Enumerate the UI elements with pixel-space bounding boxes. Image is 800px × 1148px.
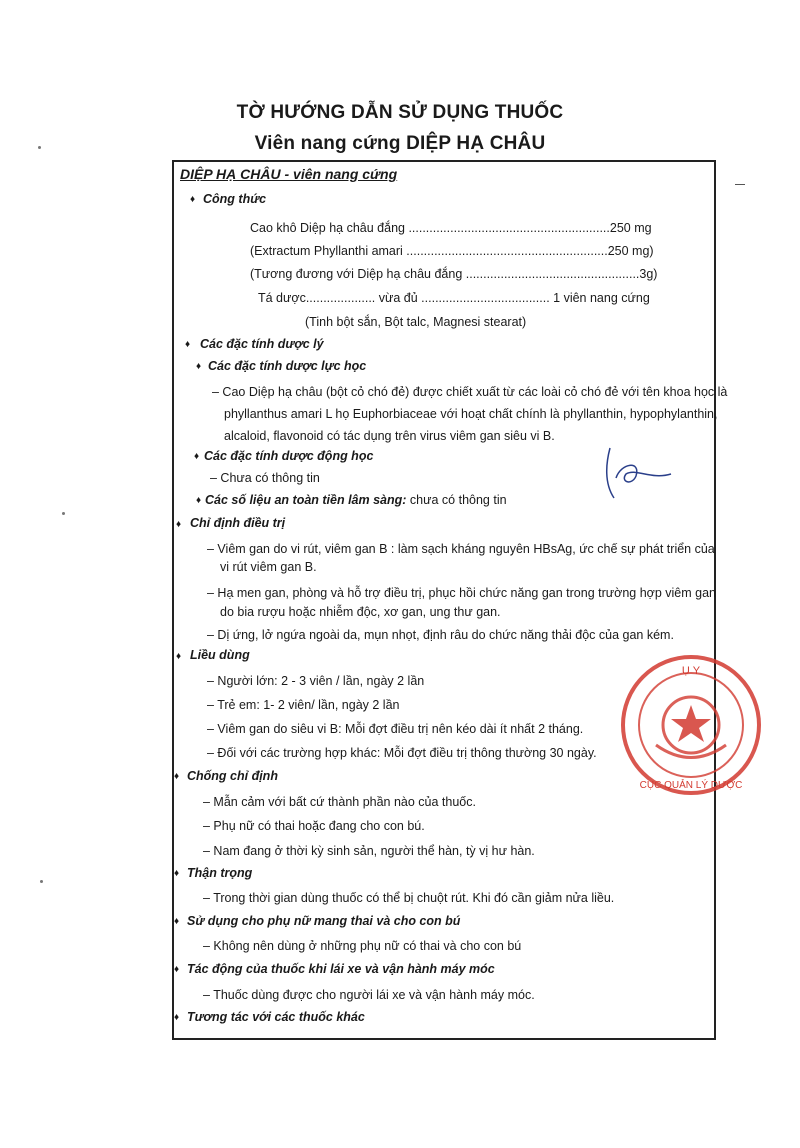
bullet-icon: ♦ xyxy=(196,495,202,506)
indication-line: – Hạ men gan, phòng và hỗ trợ điều trị, phục hồi chức năng gan trong trường hợp viêm gan xyxy=(207,586,716,600)
caution-text: – Trong thời gian dùng thuốc có thể bị chuột rút. Khi đó cần giảm nửa liều. xyxy=(203,891,615,905)
scan-mark xyxy=(735,184,745,185)
pharm-heading: Các đặc tính dược lý xyxy=(200,337,324,351)
pregnancy-heading: Sử dụng cho phụ nữ mang thai và cho con bú xyxy=(187,914,461,928)
indication-line: – Viêm gan do vi rút, viêm gan B : làm sạch kháng nguyên HBsAg, ức chế sự phát triển của xyxy=(207,542,715,556)
dynamics-line: phyllanthus amari L họ Euphorbiaceae với hoạt chất chính là phyllanthin, hypophylanthin, xyxy=(224,407,718,421)
bullet-icon: ♦ xyxy=(174,916,180,927)
dosage-line: – Đối với các trường hợp khác: Mỗi đợt điều trị thông thường 30 ngày. xyxy=(207,746,597,760)
indication-line: vi rút viêm gan B. xyxy=(220,560,317,574)
driving-heading: Tác động của thuốc khi lái xe và vận hành máy móc xyxy=(187,962,495,976)
bullet-icon: ♦ xyxy=(174,868,180,879)
formula-heading: Công thức xyxy=(203,192,267,206)
bullet-icon: ♦ xyxy=(190,194,196,205)
bullet-icon: ♦ xyxy=(196,361,202,372)
indications-heading: Chỉ định điều trị xyxy=(190,516,286,530)
signature-icon xyxy=(596,438,676,508)
contra-line: – Phụ nữ có thai hoặc đang cho con bú. xyxy=(203,819,425,833)
formula-line: (Extractum Phyllanthi amari ..........................................................250 mg) xyxy=(250,244,654,258)
interactions-heading: Tương tác với các thuốc khác xyxy=(187,1010,365,1024)
bullet-icon: ♦ xyxy=(174,771,180,782)
bullet-icon: ♦ xyxy=(174,964,180,975)
dosage-line: – Người lớn: 2 - 3 viên / lần, ngày 2 lần xyxy=(207,674,425,688)
indication-line: do bia rượu hoặc nhiễm độc, xơ gan, ung thư gan. xyxy=(220,605,501,619)
product-line: DIỆP HẠ CHÂU - viên nang cứng xyxy=(180,166,398,182)
official-seal-stamp xyxy=(616,650,766,800)
contra-line: – Mẫn cảm với bất cứ thành phần nào của thuốc. xyxy=(203,795,476,809)
seal-top-text: Ụ Y xyxy=(681,665,701,677)
bullet-icon: ♦ xyxy=(174,1012,180,1023)
indication-line: – Dị ứng, lở ngứa ngoài da, mụn nhọt, định râu do chức năng thải độc của gan kém. xyxy=(207,628,674,642)
scan-speck xyxy=(40,880,43,883)
document-title: TỜ HƯỚNG DẪN SỬ DỤNG THUỐC xyxy=(236,102,564,123)
scan-speck xyxy=(38,146,41,149)
dynamics-line: alcaloid, flavonoid có tác dụng trên virus viêm gan siêu vi B. xyxy=(224,429,555,443)
bullet-icon: ♦ xyxy=(176,651,182,662)
bullet-icon: ♦ xyxy=(176,519,182,530)
kinetics-text: – Chưa có thông tin xyxy=(210,471,320,485)
dynamics-heading: Các đặc tính dược lực học xyxy=(208,359,367,373)
formula-line: (Tinh bột sắn, Bột talc, Magnesi stearat) xyxy=(305,315,527,329)
pregnancy-text: – Không nên dùng ở những phụ nữ có thai và cho con bú xyxy=(203,939,522,953)
dosage-heading: Liều dùng xyxy=(190,648,250,662)
caution-heading: Thận trọng xyxy=(187,866,253,880)
driving-text: – Thuốc dùng được cho người lái xe và vận hành máy móc. xyxy=(203,988,535,1002)
preclinical-heading: Các số liệu an toàn tiền lâm sàng: xyxy=(205,493,407,507)
dosage-line: – Viêm gan do siêu vi B: Mỗi đợt điều trị nên kéo dài ít nhất 2 tháng. xyxy=(207,722,584,736)
bullet-icon: ♦ xyxy=(194,451,200,462)
seal-bottom-text: CỤC QUẢN LÝ DƯỢC xyxy=(639,780,743,791)
formula-line: Cao khô Diệp hạ châu đắng ..........................................................250 mg xyxy=(250,221,652,235)
dosage-line: – Trẻ em: 1- 2 viên/ lần, ngày 2 lần xyxy=(207,698,400,712)
formula-line: Tá dược.................... vừa đủ ..................................... 1 viên nang cứng xyxy=(258,291,650,305)
formula-line: (Tương đương với Diệp hạ châu đắng ..................................................3g) xyxy=(250,267,658,281)
contra-line: – Nam đang ở thời kỳ sinh sản, người thể hàn, tỳ vị hư hàn. xyxy=(203,844,535,858)
scan-speck xyxy=(62,512,65,515)
bullet-icon: ♦ xyxy=(185,339,191,350)
dynamics-line: – Cao Diệp hạ châu (bột cỏ chó đẻ) được chiết xuất từ các loài cỏ chó đẻ với tên khoa học là xyxy=(212,385,728,399)
kinetics-heading: Các đặc tính dược động học xyxy=(204,449,374,463)
document-subtitle: Viên nang cứng DIỆP HẠ CHÂU xyxy=(254,133,546,154)
contra-heading: Chống chỉ định xyxy=(187,769,278,783)
preclinical-line xyxy=(205,494,507,507)
preclinical-text: chưa có thông tin xyxy=(409,493,507,507)
